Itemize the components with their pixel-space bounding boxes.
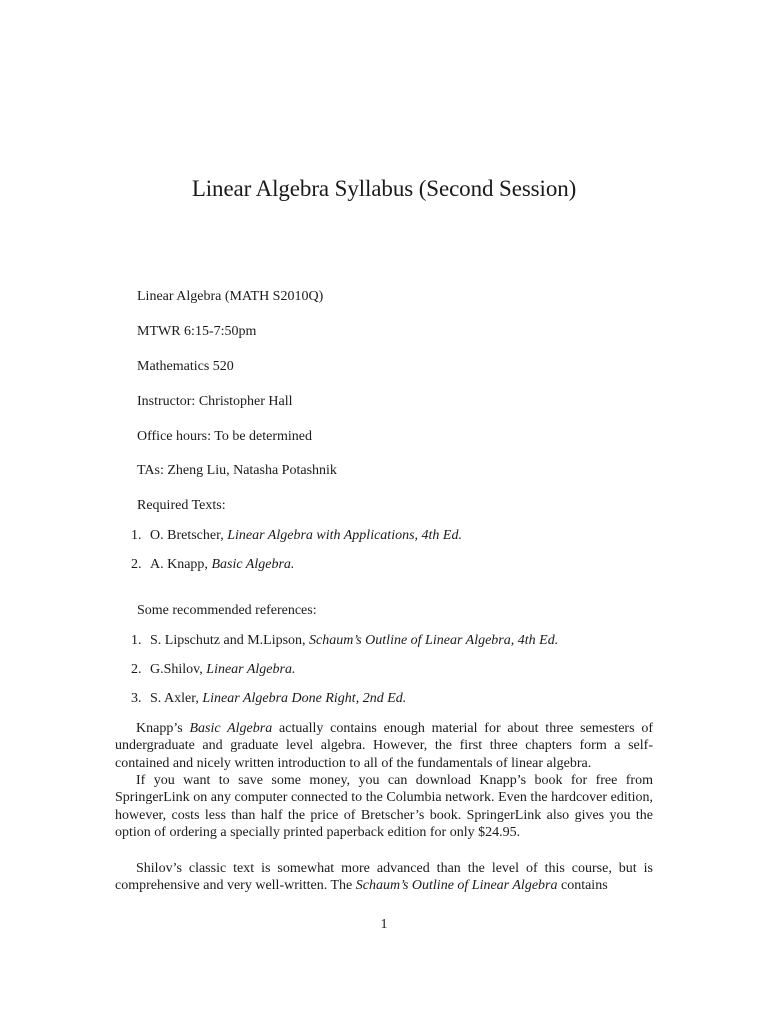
reference-title: Schaum’s Outline of Linear Algebra, 4th Ed. — [309, 633, 559, 648]
paragraph-text: Knapp’s — [136, 721, 190, 736]
text-author: A. Knapp, — [150, 557, 212, 572]
reference-item — [131, 632, 558, 649]
references-heading: Some recommended references: — [137, 603, 317, 618]
reference-item — [131, 690, 406, 707]
paragraph-knapp — [115, 720, 653, 772]
list-number: 1. — [131, 528, 142, 543]
text-title: Basic Algebra. — [211, 557, 295, 572]
reference-author: S. Axler, — [150, 691, 203, 706]
required-text-item — [131, 556, 294, 573]
document-title: Linear Algebra Syllabus (Second Session) — [191, 176, 577, 201]
paragraph-shilov — [115, 860, 653, 895]
paragraph-springerlink: If you want to save some money, you can download Knapp’s book for free from SpringerLink on any computer connected to the Columbia network. Even the hardcover edition, however, costs less than half the price of Bretscher’s book. SpringerLink also gives you the option of ordering a specially printed paperback edition for only $24.95. — [115, 773, 653, 840]
course-schedule: MTWR 6:15-7:50pm — [137, 324, 257, 339]
reference-item — [131, 661, 295, 678]
required-texts-heading: Required Texts: — [137, 498, 226, 513]
instructor: Instructor: Christopher Hall — [137, 394, 293, 409]
reference-title: Linear Algebra. — [206, 662, 296, 677]
teaching-assistants: TAs: Zheng Liu, Natasha Potashnik — [137, 463, 337, 478]
list-number: 3. — [131, 691, 142, 706]
reference-author: S. Lipschutz and M.Lipson, — [150, 633, 310, 648]
list-number: 2. — [131, 557, 142, 572]
course-name: Linear Algebra (MATH S2010Q) — [137, 289, 324, 304]
text-title: Linear Algebra with Applications, 4th Ed. — [227, 528, 462, 543]
reference-title: Linear Algebra Done Right, 2nd Ed. — [202, 691, 407, 706]
required-text-item — [131, 527, 462, 544]
reference-author: G.Shilov, — [150, 662, 207, 677]
paragraph-text: actually contains enough material for about three semesters of undergraduate and graduate level algebra. However, the first three chapters form a self-contained and nicely written introduction to all of the fundamentals of linear algebra. — [115, 721, 653, 771]
office-hours: Office hours: To be determined — [137, 429, 313, 444]
list-number: 2. — [131, 662, 142, 677]
page-number: 1 — [380, 917, 388, 932]
paragraph-text: contains — [557, 878, 608, 894]
book-title: Schaum’s Outline of Linear Algebra — [355, 878, 558, 894]
course-room: Mathematics 520 — [137, 359, 234, 374]
list-number: 1. — [131, 633, 142, 648]
paragraph-text: Shilov’s classic text is somewhat more advanced than the level of this course, but is comprehensive and very well-written. The — [115, 861, 653, 894]
book-title: Basic Algebra — [189, 721, 273, 736]
text-author: O. Bretscher, — [150, 528, 228, 543]
